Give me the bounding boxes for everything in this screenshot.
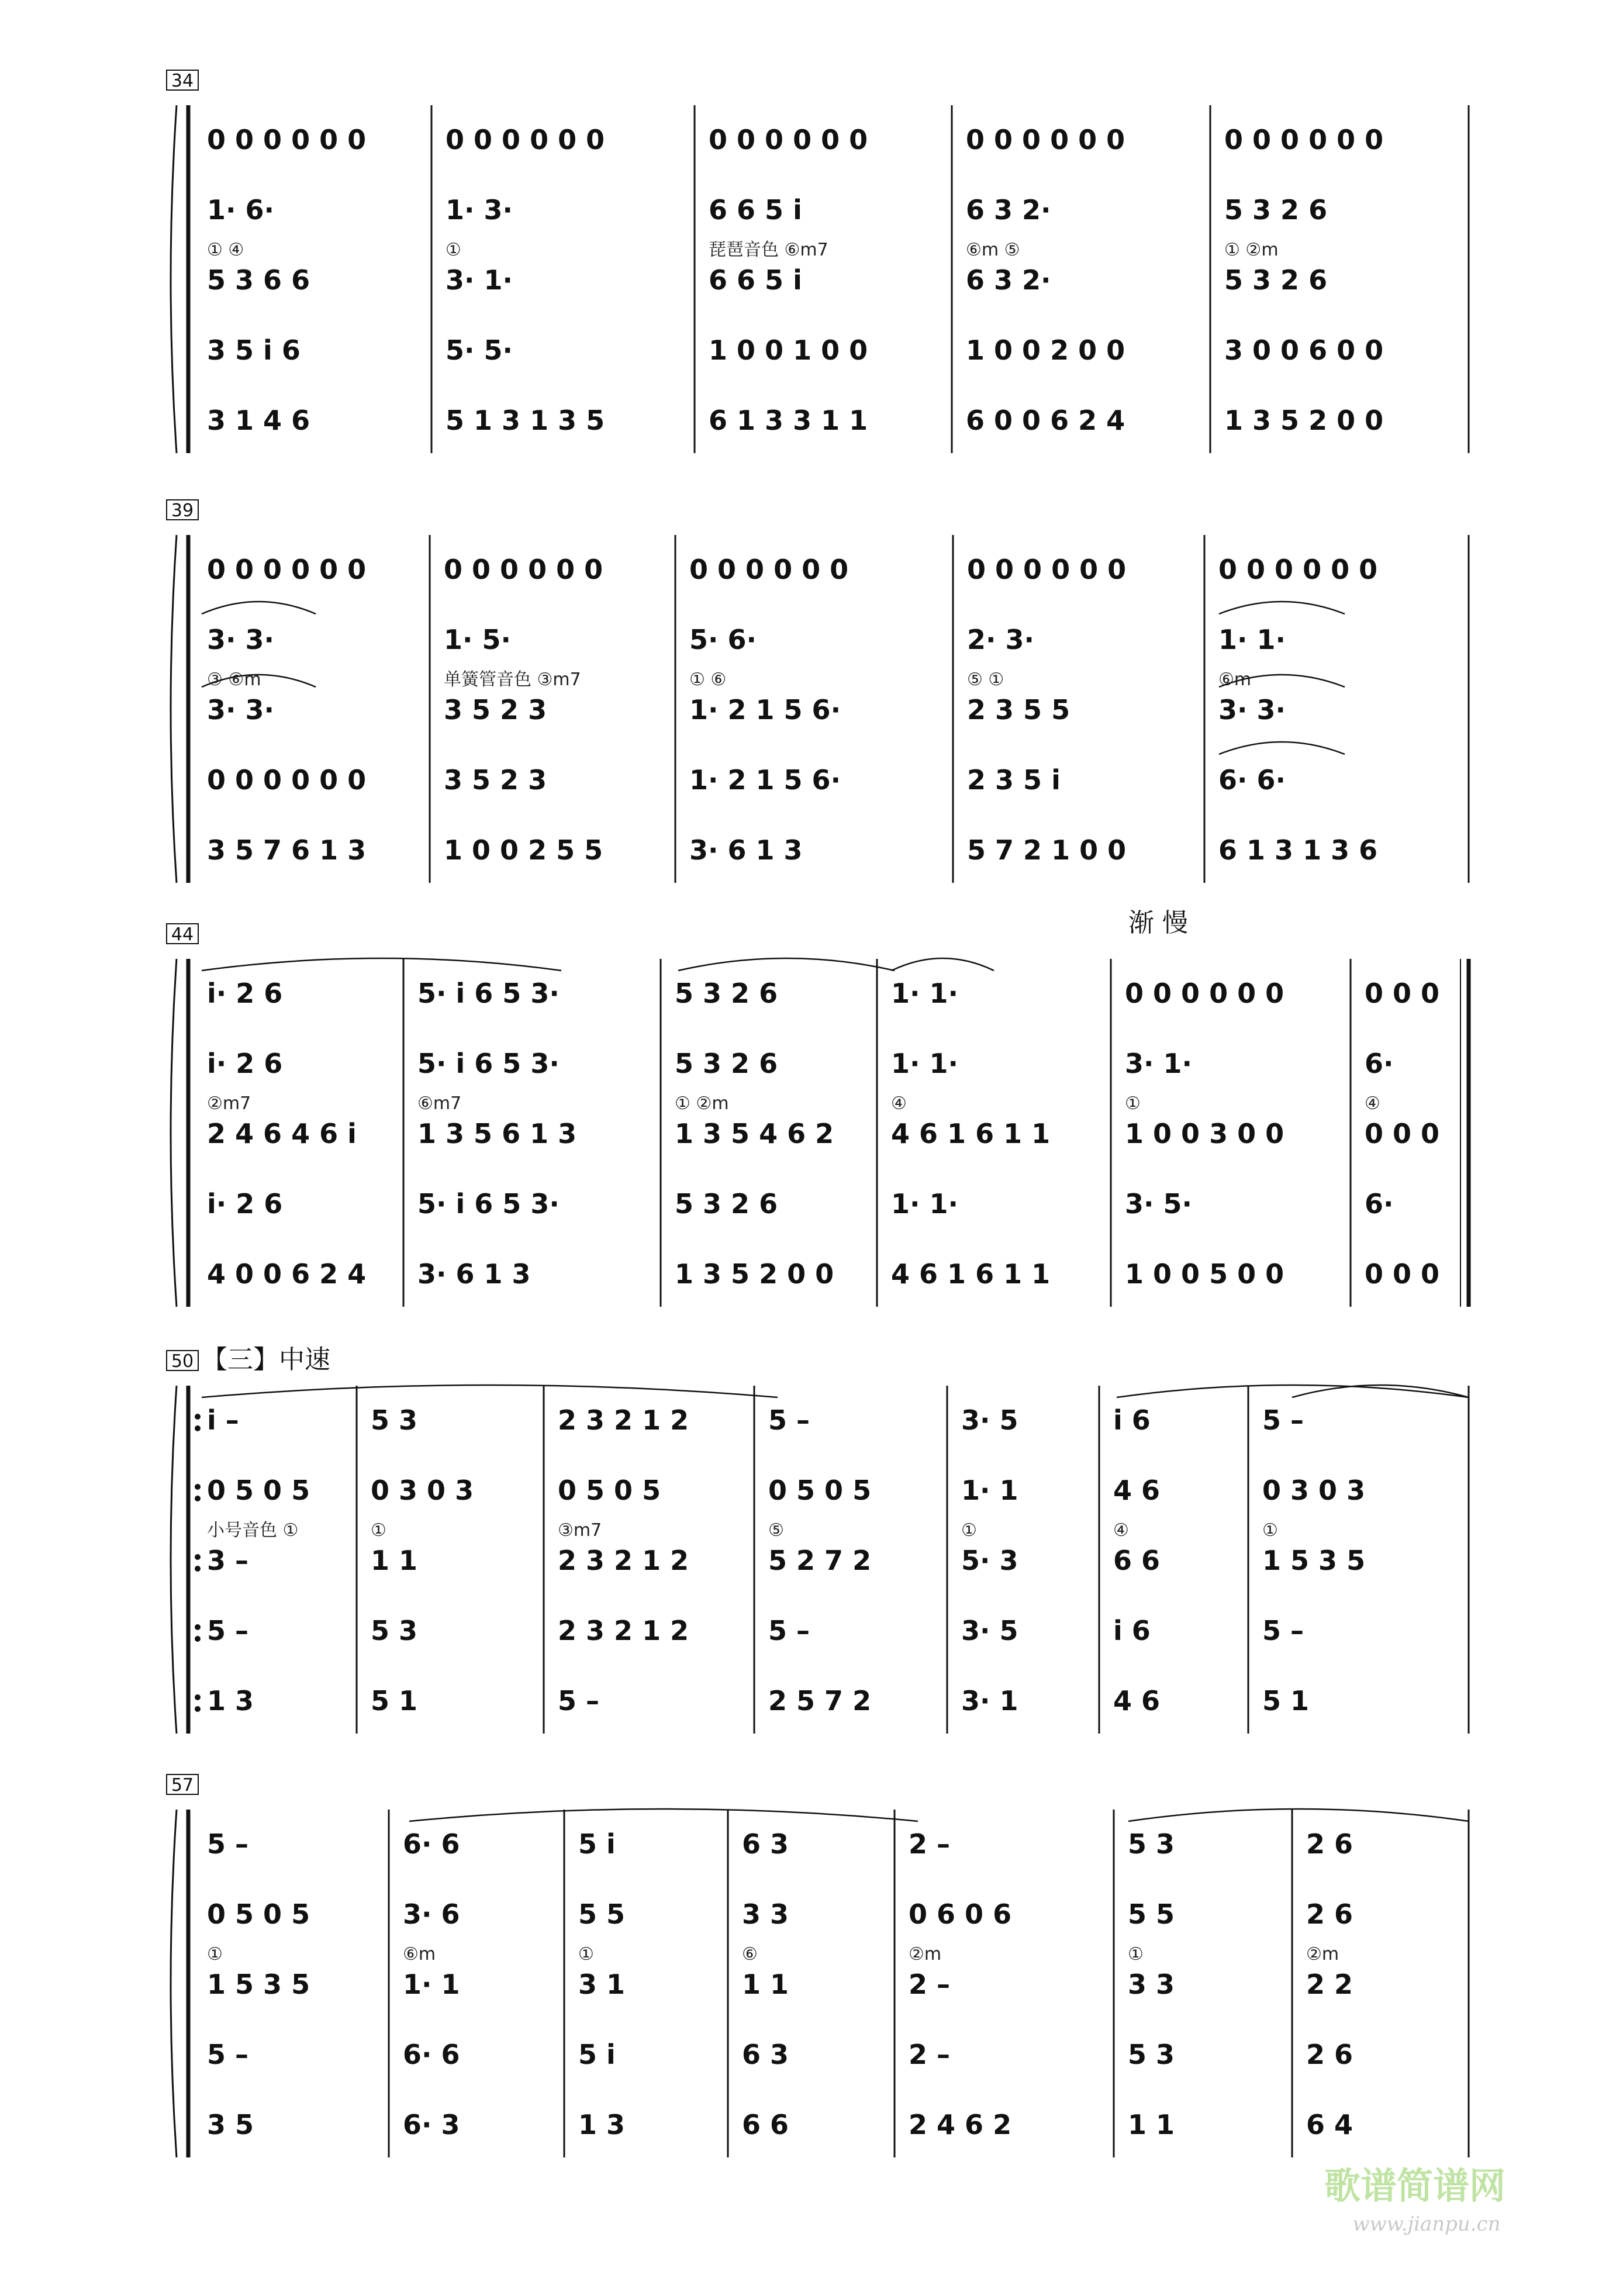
measure-notes: 6 6 (742, 2109, 789, 2140)
measure-notes: 1 3 5 6 1 3 (417, 1118, 577, 1149)
measure-notes: 5 3 (371, 1404, 418, 1436)
measure-notes: 5· 5· (446, 334, 513, 366)
staff-row (207, 1898, 1353, 1930)
measure-notes: 1· 2 1 5 6· (689, 694, 841, 726)
measure-notes: 3· 1· (1125, 1048, 1192, 1079)
measure-notes: 5 3 2 6 (1224, 264, 1328, 296)
measure-notes: 5 7 2 1 0 0 (967, 834, 1127, 866)
measure-notes: 3· 1 (961, 1685, 1018, 1717)
measure-notes: 3· 3· (207, 694, 274, 726)
measure-number: 34 (171, 71, 194, 91)
measure-notes: 5 – (1262, 1404, 1304, 1436)
measure-notes: 2 3 2 1 2 (558, 1404, 689, 1436)
measure-notes: 6· 6 (403, 2039, 460, 2070)
measure-notes: i· 2 6 (207, 978, 283, 1009)
measure-notes: 1 3 5 2 0 0 (1224, 405, 1384, 436)
measure-notes: 0 0 0 0 0 0 (967, 554, 1127, 585)
watermark (1324, 2164, 1505, 2236)
score-system (167, 908, 1469, 1307)
repeat-dot (195, 1566, 201, 1572)
measure-notes: 4 0 0 6 2 4 (207, 1258, 367, 1290)
measure-notes: 6 6 (1113, 1545, 1161, 1576)
measure-notes: 5 i (578, 1828, 616, 1860)
measure-notes: 4 6 1 6 1 1 (891, 1118, 1051, 1149)
system-brace (171, 1386, 177, 1734)
watermark-url: www.jianpu.cn (1352, 2212, 1501, 2236)
measure-notes: 6· 6 (403, 1828, 460, 1860)
measure-notes: 1 0 0 2 5 5 (444, 834, 603, 866)
measure-notes: 2 6 (1306, 1828, 1353, 1860)
staff-row (207, 669, 1286, 726)
measure-notes: 6· (1365, 1048, 1394, 1079)
chord-annotation: ②m (909, 1944, 942, 1964)
measure-notes: 2 4 6 4 6 i (207, 1118, 357, 1149)
measure-notes: i 6 (1113, 1404, 1151, 1436)
score-system (167, 500, 1469, 883)
staff-row (207, 1188, 1393, 1220)
slur (1128, 1809, 1469, 1821)
measure-notes: 2 3 2 1 2 (558, 1615, 689, 1646)
measure-notes: 6 3 (742, 2039, 789, 2070)
measure-notes: 2· 3· (967, 624, 1034, 655)
chord-annotation: ① (1125, 1093, 1141, 1114)
chord-annotation: 琵琶音色 ⑥m7 (709, 240, 828, 260)
chord-annotation: ②m7 (207, 1093, 251, 1114)
measure-notes: 2 3 2 1 2 (558, 1545, 689, 1576)
measure-notes: 3· 5· (1125, 1188, 1192, 1220)
measure-notes: i – (207, 1404, 239, 1436)
slur (202, 958, 561, 971)
measure-notes: 0 6 0 6 (909, 1898, 1012, 1930)
staff-row (207, 624, 1286, 655)
chord-annotation: 单簧管音色 ③m7 (444, 669, 581, 690)
measure-notes: 1· 1 (961, 1475, 1018, 1506)
slur (678, 958, 895, 971)
system-brace (171, 959, 177, 1307)
staff-row (207, 764, 1286, 796)
measure-number-box (167, 500, 198, 521)
measure-notes: 3 5 i 6 (207, 334, 301, 366)
measure-notes: 3· 6 1 3 (417, 1258, 531, 1290)
measure-notes: 1 5 3 5 (1262, 1545, 1366, 1576)
repeat-dot (195, 1496, 201, 1501)
staff-row (207, 2039, 1353, 2070)
measure-notes: 6 4 (1306, 2109, 1353, 2140)
measure-notes: 6 6 5 i (709, 264, 802, 296)
chord-annotation: ① ⑥ (689, 669, 727, 690)
measure-number-box (167, 70, 198, 91)
chord-annotation: ① (961, 1520, 977, 1541)
measure-notes: 5 i (578, 2039, 616, 2070)
staff-row (207, 1944, 1353, 2000)
measure-notes: 0 5 0 5 (207, 1898, 310, 1930)
measure-notes: 1· 5· (444, 624, 511, 655)
measure-notes: 5 3 (1128, 2039, 1175, 2070)
measure-notes: 5 – (768, 1404, 810, 1436)
chord-annotation: ① (371, 1520, 386, 1541)
measure-notes: 0 0 0 (1365, 978, 1440, 1009)
measure-notes: 0 5 0 5 (558, 1475, 661, 1506)
chord-annotation: ⑥m7 (417, 1093, 462, 1114)
measure-notes: 6 3 2· (966, 264, 1051, 296)
staff-row (207, 1475, 1365, 1506)
measure-notes: 1 1 (742, 1969, 789, 2000)
measure-notes: 5· 3 (961, 1545, 1018, 1576)
staff-row (207, 405, 1383, 436)
staff-row (207, 1258, 1439, 1290)
chord-annotation: ① (1262, 1520, 1278, 1541)
measure-notes: 6· 6· (1218, 764, 1286, 796)
repeat-dot (195, 1484, 201, 1490)
measure-notes: 3 5 (207, 2109, 254, 2140)
measure-notes: 3· 5 (961, 1615, 1018, 1646)
staff-row (207, 1404, 1304, 1436)
repeat-dot (195, 1425, 201, 1431)
measure-notes: 1· 2 1 5 6· (689, 764, 841, 796)
measure-notes: 6· (1365, 1188, 1394, 1220)
measure-notes: 1 0 0 1 0 0 (709, 334, 868, 366)
measure-notes: 2 – (909, 1969, 951, 2000)
measure-number-box (167, 1774, 198, 1796)
measure-notes: 1· 1 (403, 1969, 460, 2000)
section-heading: 【三】中速 (202, 1345, 330, 1375)
measure-number: 39 (171, 500, 194, 521)
measure-number: 44 (171, 924, 194, 945)
measure-notes: 1 0 0 2 0 0 (966, 334, 1125, 366)
measure-notes: 5· 6· (689, 624, 757, 655)
measure-notes: 5 3 6 6 (207, 264, 310, 296)
measure-notes: 5 3 2 6 (1224, 194, 1328, 226)
measure-notes: 1 1 (371, 1545, 418, 1576)
measure-notes: 2 5 7 2 (768, 1685, 872, 1717)
measure-number: 57 (171, 1775, 194, 1796)
chord-annotation: ⑥ (742, 1944, 758, 1964)
measure-notes: 3 5 2 3 (444, 764, 547, 796)
measure-notes: 3 5 7 6 1 3 (207, 834, 367, 866)
measure-notes: 5 – (558, 1685, 600, 1717)
measure-notes: 6 1 3 1 3 6 (1218, 834, 1378, 866)
chord-annotation: ① (578, 1944, 594, 1964)
measure-notes: 3 – (207, 1545, 249, 1576)
measure-number: 50 (171, 1351, 194, 1372)
chord-annotation: ① ②m (675, 1093, 729, 1114)
measure-notes: 5 3 2 6 (675, 1048, 778, 1079)
chord-annotation: ⑥m (1218, 669, 1252, 690)
measure-notes: 4 6 (1113, 1685, 1161, 1717)
measure-notes: 5 3 (1128, 1828, 1175, 1860)
measure-notes: 5 1 (371, 1685, 418, 1717)
measure-notes: 5 3 2 6 (675, 1188, 778, 1220)
staff-row (207, 1048, 1393, 1079)
measure-notes: 0 0 0 0 0 0 (1224, 124, 1384, 156)
score-system (167, 1345, 1469, 1734)
measure-notes: 5· i 6 5 3· (417, 1048, 560, 1079)
measure-notes: 5 5 (1128, 1898, 1175, 1930)
measure-notes: 5 – (207, 1615, 249, 1646)
measure-notes: 3· 3· (207, 624, 274, 655)
measure-notes: 0 0 0 0 0 0 (444, 554, 603, 585)
measure-notes: 1 3 (207, 1685, 254, 1717)
measure-notes: 6 3 2· (966, 194, 1051, 226)
slur (1292, 1385, 1469, 1397)
measure-notes: 3 0 0 6 0 0 (1224, 334, 1384, 366)
staff-row (207, 554, 1377, 585)
measure-notes: 6 3 (742, 1828, 789, 1860)
measure-notes: 1· 3· (446, 194, 513, 226)
staff-row (207, 334, 1383, 366)
measure-notes: 0 0 0 0 0 0 (1218, 554, 1378, 585)
measure-notes: 1 3 (578, 2109, 626, 2140)
measure-notes: 6 1 3 3 1 1 (709, 405, 868, 436)
measure-notes: 5· i 6 5 3· (417, 978, 560, 1009)
repeat-dot (195, 1624, 201, 1630)
measure-notes: 1 0 0 5 0 0 (1125, 1258, 1284, 1290)
measure-notes: 5· i 6 5 3· (417, 1188, 560, 1220)
staff-row (207, 1685, 1309, 1717)
measure-notes: 0 0 0 0 0 0 (446, 124, 605, 156)
measure-notes: 2 3 5 5 (967, 694, 1071, 726)
measure-notes: 4 6 1 6 1 1 (891, 1258, 1051, 1290)
measure-notes: 1· 1· (891, 1188, 958, 1220)
measure-notes: 3· 6 1 3 (689, 834, 803, 866)
measure-notes: 5 1 3 1 3 5 (446, 405, 605, 436)
measure-notes: 1 5 3 5 (207, 1969, 310, 2000)
chord-annotation: ③ ⑥m (207, 669, 261, 690)
repeat-dot (195, 1636, 201, 1642)
staff-row (207, 1093, 1439, 1149)
measure-notes: 0 0 0 0 0 0 (207, 764, 367, 796)
slur (1219, 602, 1345, 614)
measure-notes: 0 0 0 0 0 0 (1125, 978, 1284, 1009)
staff-row (207, 240, 1327, 296)
slur (202, 1385, 778, 1397)
chord-annotation: ⑥m (403, 1944, 436, 1964)
measure-notes: 2 6 (1306, 2039, 1353, 2070)
measure-number-box (167, 924, 198, 945)
measure-notes: 0 0 0 (1365, 1118, 1440, 1149)
slur (892, 958, 994, 971)
repeat-dot (195, 1694, 201, 1700)
system-brace (171, 1810, 177, 2157)
chord-annotation: ②m (1306, 1944, 1339, 1964)
measure-notes: 3· 5 (961, 1404, 1018, 1436)
measure-notes: 3· 1· (446, 264, 513, 296)
staff-row (207, 194, 1327, 226)
measure-notes: 0 3 0 3 (371, 1475, 474, 1506)
measure-notes: i· 2 6 (207, 1048, 283, 1079)
measure-notes: 1· 1· (891, 978, 958, 1009)
measure-notes: 5 1 (1262, 1685, 1310, 1717)
measure-notes: 1· 1· (1218, 624, 1286, 655)
staff-row (207, 2109, 1353, 2140)
system-brace (171, 535, 177, 883)
watermark-title: 歌谱简谱网 (1324, 2164, 1506, 2207)
score-system (167, 1774, 1469, 2157)
measure-notes: 1 1 (1128, 2109, 1175, 2140)
measure-notes: 6 6 5 i (709, 194, 802, 226)
measure-notes: 0 0 0 0 0 0 (709, 124, 868, 156)
measure-notes: 0 5 0 5 (768, 1475, 872, 1506)
measure-notes: 0 0 0 0 0 0 (689, 554, 849, 585)
measure-notes: 2 4 6 2 (909, 2109, 1012, 2140)
measure-notes: 3 3 (742, 1898, 789, 1930)
chord-annotation: ① (207, 1944, 223, 1964)
score-system (167, 70, 1469, 453)
chord-annotation: ⑤ (768, 1520, 784, 1541)
measure-notes: 2 – (909, 1828, 951, 1860)
tempo-marking: 渐 慢 (1128, 908, 1188, 938)
measure-notes: 1 0 0 3 0 0 (1125, 1118, 1284, 1149)
measure-notes: 6· 3 (403, 2109, 460, 2140)
measure-notes: 1· 6· (207, 194, 274, 226)
staff-row (207, 1828, 1353, 1860)
chord-annotation: ① ④ (207, 240, 244, 260)
chord-annotation: ④ (891, 1093, 907, 1114)
repeat-dot (195, 1706, 201, 1712)
measure-notes: 5 3 (371, 1615, 418, 1646)
measure-number-box (167, 1351, 198, 1372)
measure-notes: 3· 3· (1218, 694, 1286, 726)
chord-annotation: ⑤ ① (967, 669, 1004, 690)
measure-notes: 3· 6 (403, 1898, 460, 1930)
measure-notes: 0 0 0 0 0 0 (207, 554, 367, 585)
measure-notes: 0 0 0 (1365, 1258, 1440, 1290)
measure-notes: 1 3 5 2 0 0 (675, 1258, 834, 1290)
measure-notes: i· 2 6 (207, 1188, 283, 1220)
staff-row (207, 1615, 1304, 1646)
chord-annotation: ④ (1365, 1093, 1380, 1114)
measure-notes: 2 3 5 i (967, 764, 1061, 796)
slur (202, 602, 316, 614)
measure-notes: 6 0 0 6 2 4 (966, 405, 1125, 436)
slur (409, 1809, 918, 1821)
chord-annotation: ③m7 (558, 1520, 602, 1541)
repeat-dot (195, 1414, 201, 1420)
measure-notes: 3 5 2 3 (444, 694, 547, 726)
measure-notes: 5 5 (578, 1898, 626, 1930)
repeat-dot (195, 1554, 201, 1560)
measure-notes: i 6 (1113, 1615, 1151, 1646)
chord-annotation: ④ (1113, 1520, 1129, 1541)
measure-notes: 0 5 0 5 (207, 1475, 310, 1506)
chord-annotation: 小号音色 ① (207, 1520, 299, 1541)
staff-row (207, 978, 1439, 1009)
chord-annotation: ① (446, 240, 461, 260)
slur (1219, 742, 1345, 754)
measure-notes: 3 1 4 6 (207, 405, 310, 436)
measure-notes: 5 2 7 2 (768, 1545, 872, 1576)
staff-row (207, 124, 1383, 156)
measure-notes: 5 3 2 6 (675, 978, 778, 1009)
measure-notes: 5 – (768, 1615, 810, 1646)
measure-notes: 0 0 0 0 0 0 (966, 124, 1125, 156)
system-brace (171, 105, 177, 453)
measure-notes: 4 6 (1113, 1475, 1161, 1506)
measure-notes: 5 – (1262, 1615, 1304, 1646)
measure-notes: 5 – (207, 1828, 249, 1860)
measure-notes: 5 – (207, 2039, 249, 2070)
staff-row (207, 1520, 1365, 1576)
measure-notes: 3 3 (1128, 1969, 1175, 2000)
measure-notes: 2 – (909, 2039, 951, 2070)
measure-notes: 3 1 (578, 1969, 626, 2000)
chord-annotation: ① ②m (1224, 240, 1279, 260)
measure-notes: 1 3 5 4 6 2 (675, 1118, 834, 1149)
measure-notes: 2 6 (1306, 1898, 1353, 1930)
chord-annotation: ① (1128, 1944, 1144, 1964)
chord-annotation: ⑥m ⑤ (966, 240, 1020, 260)
measure-notes: 0 3 0 3 (1262, 1475, 1366, 1506)
measure-notes: 1· 1· (891, 1048, 958, 1079)
measure-notes: 0 0 0 0 0 0 (207, 124, 367, 156)
measure-notes: 2 2 (1306, 1969, 1353, 2000)
staff-row (207, 834, 1377, 866)
